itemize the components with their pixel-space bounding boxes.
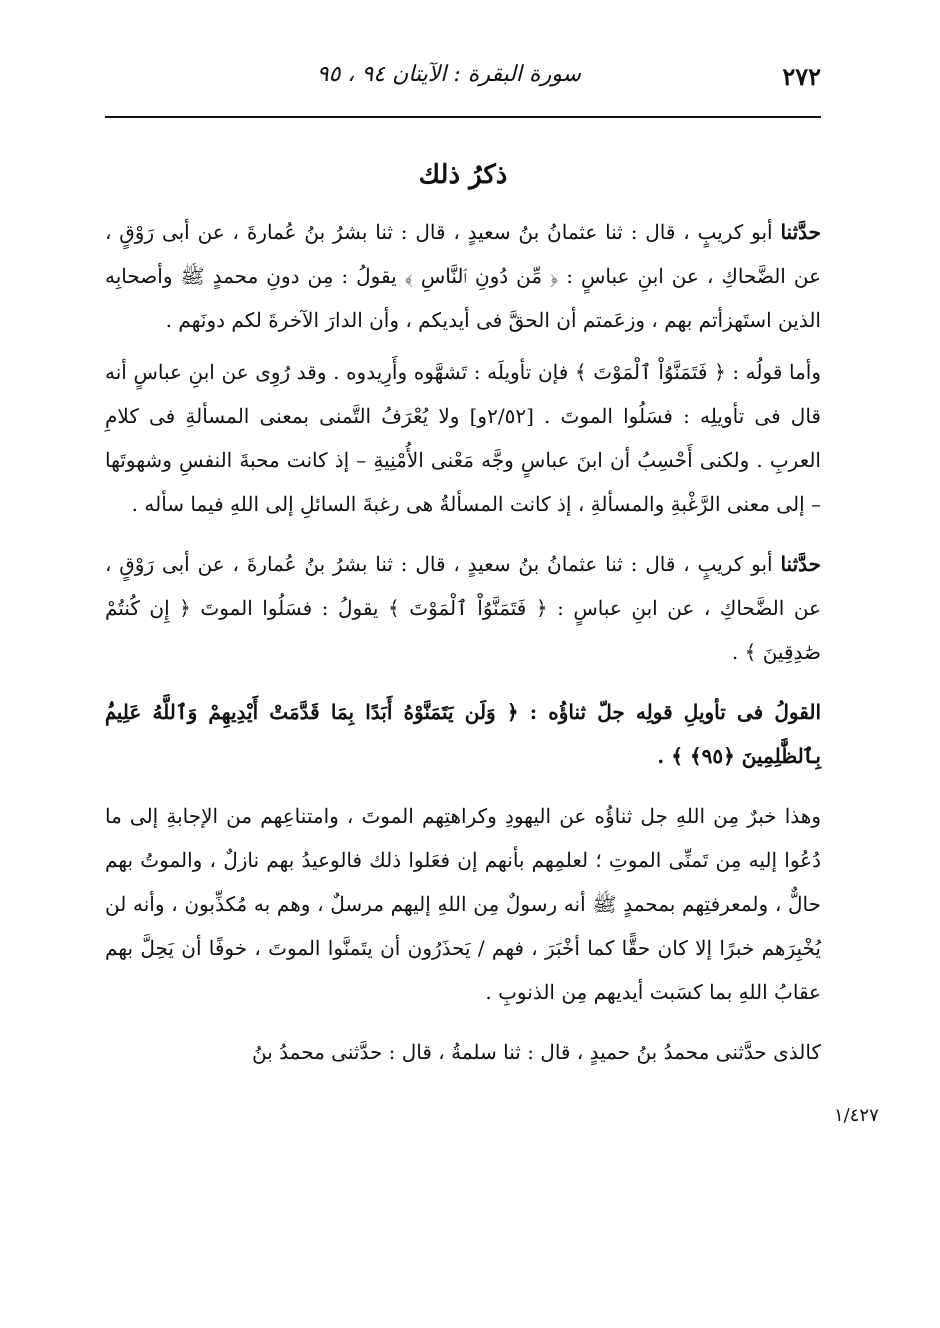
paragraph-3-lead: حدَّثنا: [780, 552, 821, 576]
running-title: سورة البقرة : الآيتان ٩٤ ، ٩٥: [316, 62, 581, 87]
section-title: ذكرُ ذلك: [418, 160, 508, 190]
paragraph-5-text: وهذا خبرٌ مِن اللهِ جل ثناؤُه عن اليهودِ وكراهتِهم الموتَ ، وامتناعِهم من الإجابةِ إلى ما دُعُوا إليه مِن تَمنِّى الموتِ ؛ لعلمِهم بأنهم إن فعَلوا ذلك فالوعيدُ بهم نازلٌ ، والموتُ بهم حالٌّ ، ولمعرفتِهم بمحمدٍ ﷺ أنه رسولٌ مِن اللهِ إليهم مرسلٌ ، وهم به مُكذِّبون ، وأنه لن يُخْبِرَهم خبرًا إلا كان حقًّا كما أخْبَرَ ، فهم / يَحذَرُون أن يتَمنَّوا الموتَ ، خوفًا أن يَحِلَّ بهم عقابُ اللهِ بما كسَبت أيديهم مِن الذنوبِ .: [105, 804, 821, 1004]
paragraph-5: [105, 794, 821, 1014]
paragraph-3: [105, 542, 821, 674]
body-text: [105, 210, 821, 1082]
paragraph-1-lead: حدَّثنا: [780, 220, 821, 244]
page-header: [105, 58, 821, 98]
margin-reference: ١/٤٢٧: [834, 1105, 879, 1126]
paragraph-2: [105, 350, 821, 526]
paragraph-2-text: وأما قولُه : ﴿ فَتَمَنَّوُاْ ٱلْمَوْتَ ﴾ فإن تأويلَه : تَشهَّوه وأَرِيدوه . وقد رُوِى عن ابنِ عباسٍ أنه قال فى تأويلِه : فسَلُوا الموتَ . [٢/٥٢و] ولا يُعْرَفُ التَّمنى بمعنى المسألةِ فى كلامِ العربِ . ولكنى أَحْسِبُ أن ابنَ عباسٍ وجَّه مَعْنى الأُمْنِيةِ – إذ كانت محبةَ النفسِ وشهوتَها – إلى معنى الرَّغْبةِ والمسألةِ ، إذ كانت المسألةُ هى رغبةَ السائلِ إلى اللهِ فيما سأله .: [105, 360, 821, 516]
paragraph-1: [105, 210, 821, 342]
header-divider: [105, 116, 821, 118]
page-number: ٢٧٢: [782, 62, 821, 91]
paragraph-4-heading: [105, 690, 821, 778]
paragraph-6: [105, 1030, 821, 1074]
paragraph-6-text: كالذى حدَّثنى محمدُ بنُ حميدٍ ، قال : ثنا سلمةُ ، قال : حدَّثنى محمدُ بنُ: [251, 1040, 821, 1064]
paragraph-4-text: ﴿ وَلَن يَتَمَنَّوْهُ أَبَدًا بِمَا قَدَّمَتْ أَيْدِيهِمْ وَٱللَّهُ عَلِيمُۢ بِٱلظَّٰلِمِينَ ﴿٩٥﴾ ﴾ .: [105, 700, 821, 768]
paragraph-4-lead: القولُ فى تأويلِ قولِه جلّ ثناؤُه :: [529, 700, 821, 724]
paragraph-3-text: أبو كريبٍ ، قال : ثنا عثمانُ بنُ سعيدٍ ، قال : ثنا بشرُ بنُ عُمارةَ ، عن أبى رَوْقٍ ، عن الضَّحاكِ ، عن ابنِ عباسٍ : ﴿ فَتَمَنَّوُاْ ٱلْمَوْتَ ﴾ يقولُ : فسَلُوا الموتَ ﴿ إِن كُنتُمْ صَٰدِقِينَ ﴾ .: [105, 552, 821, 664]
paragraph-1-text: أبو كريبٍ ، قال : ثنا عثمانُ بنُ سعيدٍ ، قال : ثنا بشرُ بنُ عُمارةَ ، عن أبى رَوْقٍ ، عن الضَّحاكِ ، عن ابنِ عباسٍ : ﴿ مِّن دُونِ ٱلنَّاسِ ﴾ يقولُ : مِن دونِ محمدٍ ﷺ وأصحابِه الذين استَهزأتم بهم ، وزعَمتم أن الحقَّ فى أيديكم ، وأن الدارَ الآخرةَ لكم دونَهم .: [105, 220, 821, 332]
